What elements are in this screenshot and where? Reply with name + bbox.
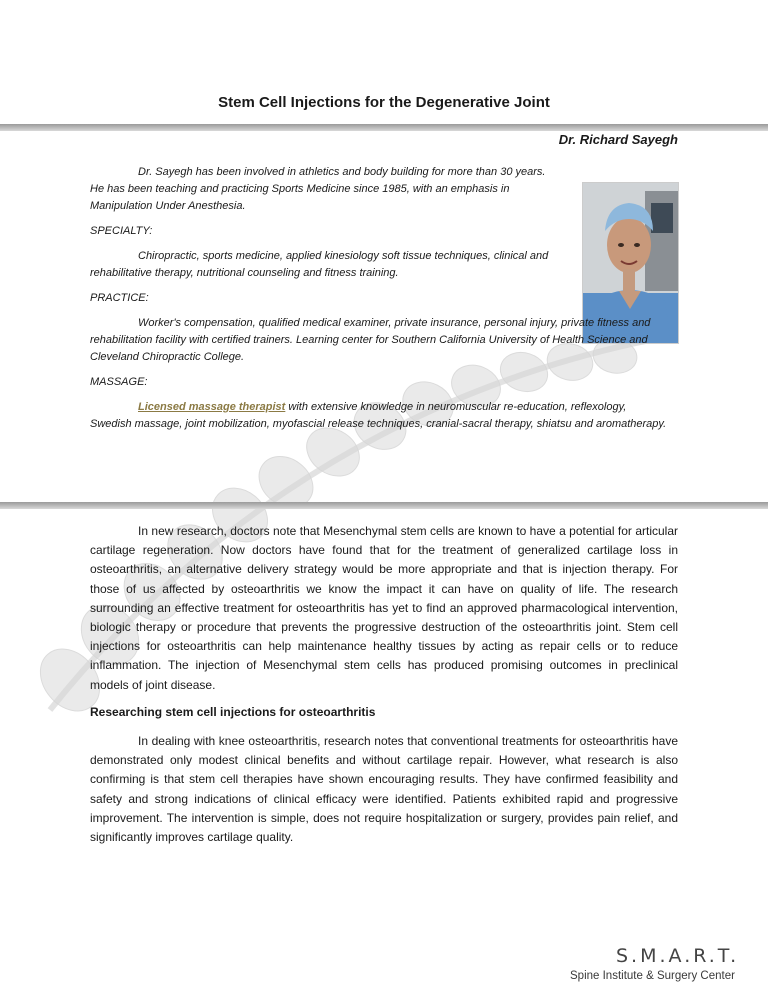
logo-name: S.M.A.R.T. <box>616 945 740 967</box>
article-paragraph-1: In new research, doctors note that Mesenchymal stem cells are known to have a potential for articular cartilage regeneration. Now doctors have found that for the treatment of generalized cartilage loss in osteoarthritis, an alternative delivery strategy would be more appropriate and that is injection therapy. For those of us affected by osteoarthritis we know the impact it can have on quality of life. The research surrounding an effective treatment for osteoarthritis has yet to find an approved pharmacological intervention, biologic therapy or procedure that prevents the progressive destruction of the osteoarthritis joint. Stem cell injections for osteoarthritis can help maintenance healthy tissues by acting as repair cells or to reduce inflammation. The injection of Mesenchymal stem cells has produced promising outcomes in preclinical models of joint disease. <box>90 524 678 692</box>
massage-paragraph <box>90 399 670 433</box>
author-name: Dr. Richard Sayegh <box>558 132 678 147</box>
specialty-label: SPECIALTY: <box>90 225 153 237</box>
page-title: Stem Cell Injections for the Degenerative Joint <box>218 94 550 111</box>
bio-section <box>90 164 670 433</box>
article-body <box>90 522 678 855</box>
massage-text: with extensive knowledge in neuromuscular re-education, reflexology, Swedish massage, joint mobilization, myofascial release techniques, cranial-sacral therapy, shiatsu and aromatherapy. <box>90 401 667 430</box>
article-paragraph-2: In dealing with knee osteoarthritis, research notes that conventional treatments for osteoarthritis have demonstrated only modest clinical benefits and without cartilage repair. However, what research is also confirming is that stem cell therapies have shown encouraging results. They have confirmed feasibility and safety and strong indications of clinical efficacy were identified. Patients exhibited rapid and progressive improvement. The intervention is simple, does not require hospitalization or surgery, provides pain relief, and significantly improves cartilage quality. <box>90 734 678 845</box>
logo-tagline: Spine Institute & Surgery Center <box>570 970 735 982</box>
smart-logo <box>570 945 768 985</box>
practice-text: Worker's compensation, qualified medical examiner, private insurance, personal injury, private fitness and rehabilitation facility with certified trainers. Learning center for Southern California University of Health Science and Cleveland Chiropractic College. <box>90 317 651 363</box>
article-heading: Researching stem cell injections for osteoarthritis <box>90 704 376 719</box>
top-divider <box>0 124 768 131</box>
bio-intro: Dr. Sayegh has been involved in athletics and body building for more than 30 years. He has been teaching and practicing Sports Medicine since 1985, with an emphasis in Manipulation Under Anesthesia. <box>90 166 546 212</box>
practice-label: PRACTICE: <box>90 292 149 304</box>
section-divider <box>0 502 768 509</box>
specialty-text: Chiropractic, sports medicine, applied kinesiology soft tissue techniques, clinical and rehabilitative therapy, nutritional counseling and fitness training. <box>90 250 549 279</box>
massage-label: MASSAGE: <box>90 376 148 388</box>
massage-therapist-link[interactable]: Licensed massage therapist <box>138 401 286 413</box>
